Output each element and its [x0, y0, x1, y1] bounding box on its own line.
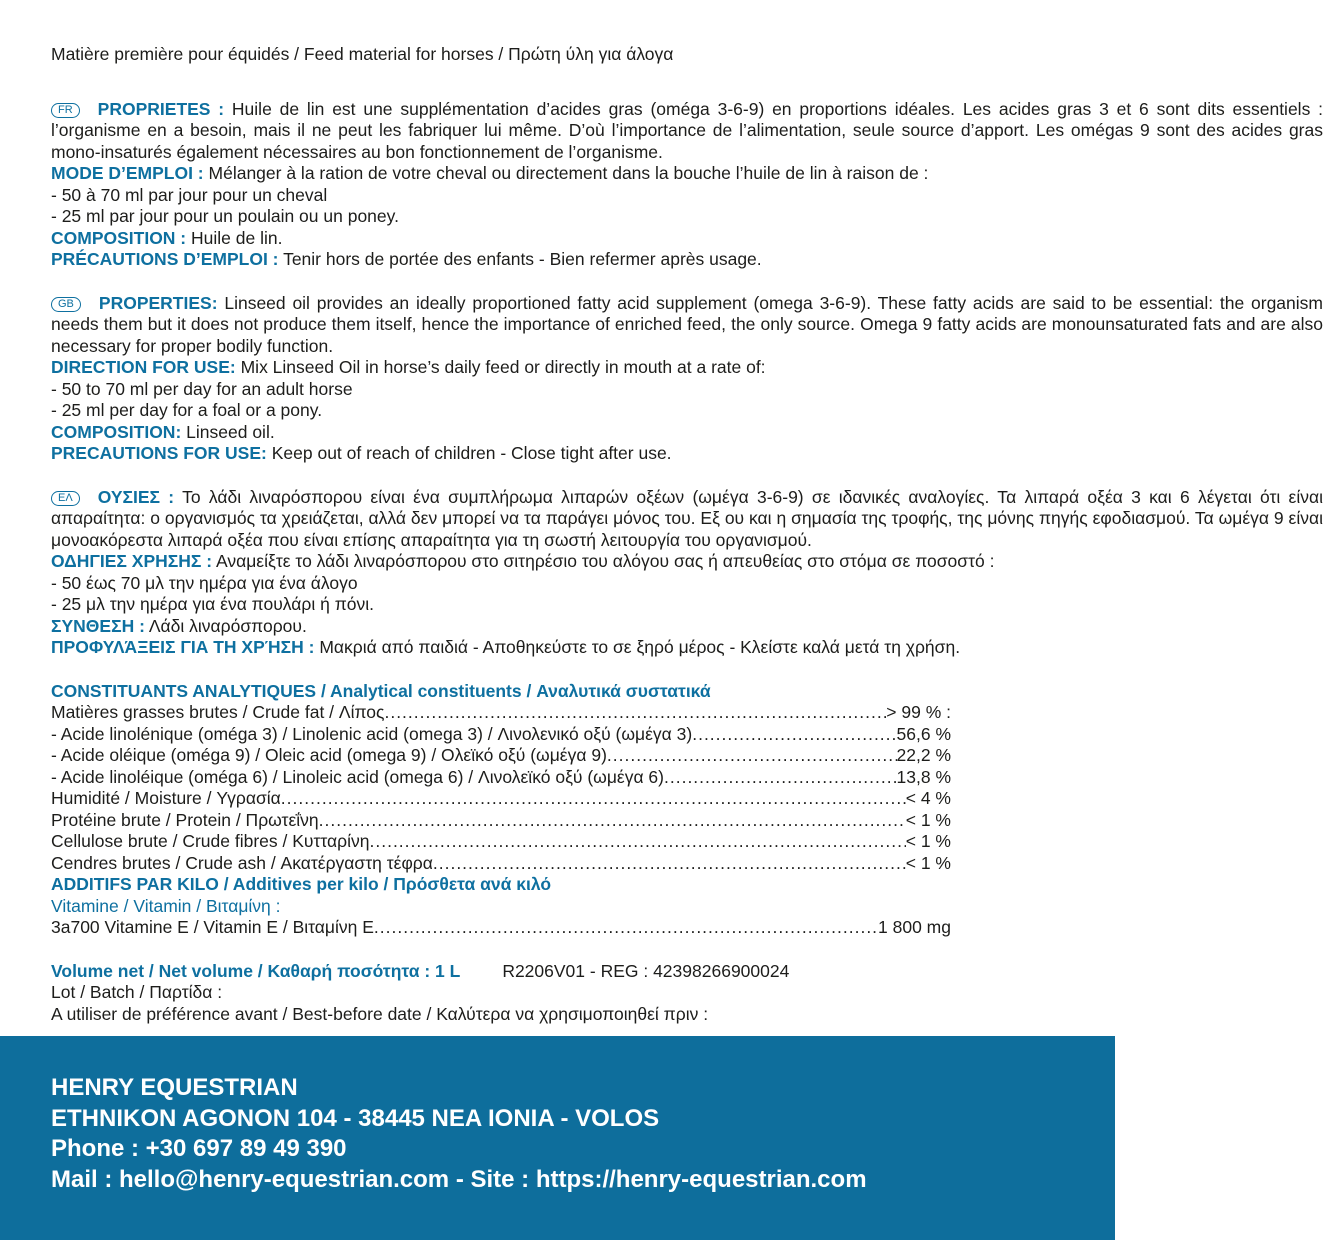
lang-badge-fr: FR [51, 103, 80, 118]
fr-precautions-label: PRÉCAUTIONS D’EMPLOI : [51, 249, 279, 269]
fr-precautions-text: Tenir hors de portée des enfants - Bien refermer après usage. [283, 249, 762, 269]
analytics-table [51, 702, 951, 874]
registration-number: R2206V01 - REG : 42398266900024 [502, 960, 790, 981]
footer-band [0, 1036, 1115, 1240]
table-row: Matières grasses brutes / Crude fat / Λίπος ..... > 99 % : [51, 702, 951, 724]
gb-properties-label: PROPERTIES: [98, 292, 218, 313]
gb-use-text: Mix Linseed Oil in horse’s daily feed or directly in mouth at a rate of: [240, 357, 766, 377]
fr-use-label: MODE D’EMPLOI : [51, 163, 204, 183]
company-contact: Mail : hello@henry-equestrian.com - Site : https://henry-equestrian.com [51, 1165, 867, 1193]
header-line: Matière première pour équidés / Feed material for horses / Πρώτη ύλη για άλογα [51, 44, 674, 64]
section-gb [51, 293, 1323, 465]
table-row: - Acide linolénique (oméga 3) / Linolenic acid (omega 3) / Λινολενικό οξύ (ωμέγα 3) ..... 56,6 % [51, 724, 951, 746]
el-precautions-text: Μακριά από παιδιά - Αποθηκεύστε το σε ξηρό μέρος - Κλείστε καλά μετά τη χρήση. [319, 637, 961, 657]
analytics-section [51, 681, 1323, 939]
additives-heading: ADDITIFS PAR KILO / Additives per kilo / Πρόσθετα ανά κιλό [51, 874, 552, 894]
el-use-text: Αναμείξτε το λάδι λιναρόσπορου στο σιτηρέσιο του αλόγου σας ή απευθείας στο στόμα σε ποσοστό : [216, 551, 995, 571]
table-row: Protéine brute / Protein / Πρωτεΐνη ..... < 1 % [51, 810, 951, 832]
gb-precautions-text: Keep out of reach of children - Close tight after use. [271, 443, 672, 463]
info-section [51, 961, 1323, 1026]
volume-label: Volume net / Net volume / Καθαρή ποσότητα : 1 L [51, 960, 461, 981]
table-row: - Acide linoléique (oméga 6) / Linoleic acid (omega 6) / Λινολεϊκό οξύ (ωμέγα 6) ..... 13,8 % [51, 767, 951, 789]
section-fr [51, 99, 1323, 271]
el-composition-label: ΣΥΝΘΕΣΗ : [51, 615, 145, 636]
el-dose-2: - 25 μλ την ημέρα για ένα πουλάρι ή πόνι. [51, 594, 375, 614]
gb-dose-2: - 25 ml per day for a foal or a pony. [51, 400, 323, 420]
fr-dose-2: - 25 ml par jour pour un poulain ou un poney. [51, 206, 399, 226]
gb-composition-text: Linseed oil. [186, 421, 275, 442]
el-composition-text: Λάδι λιναρόσπορου. [148, 615, 307, 636]
table-row: 3a700 Vitamine E / Vitamin E / Βιταμίνη Ε ..... 1 800 mg [51, 917, 951, 939]
company-address: ETHNIKON AGONON 104 - 38445 NEA IONIA - VOLOS [51, 1104, 660, 1132]
fr-properties-label: PROPRIETES : [97, 98, 225, 119]
gb-properties-text: Linseed oil provides an ideally proportioned fatty acid supplement (omega 3-6-9). These fatty acids are said to be essential: the organism needs them but it does not produce them itself, hence the importance of enriched feed, the only source. Omega 9 fatty acids are monounsaturated fats and are also necessary for proper bodily function. [51, 292, 1323, 356]
company-name: HENRY EQUESTRIAN [51, 1074, 298, 1101]
table-row: - Acide oléique (oméga 9) / Oleic acid (omega 9) / Ολεϊκό οξύ (ωμέγα 9) ..... 22,2 % [51, 745, 951, 767]
table-row: Cellulose brute / Crude fibres / Κυτταρίνη ..... < 1 % [51, 831, 951, 853]
analytics-heading: CONSTITUANTS ANALYTIQUES / Analytical constituents / Αναλυτικά συστατικά [51, 680, 711, 701]
best-before-line: A utiliser de préférence avant / Best-before date / Καλύτερα να χρησιμοποιηθεί πριν : [51, 1003, 709, 1024]
lang-badge-gb: GB [51, 297, 81, 312]
fr-properties-text: Huile de lin est une supplémentation d’acides gras (oméga 3-6-9) en proportions idéales. Les acides gras 3 et 6 sont dits essentiels : l’organisme en a besoin, mais il ne peut les fabriquer lui même. D’où l’importance de l’alimentation, seule source d’apport. Les omégas 9 sont des acides gras mono-insaturés également nécessaires au bon fonctionnement de l’organisme. [51, 98, 1323, 162]
table-row: Cendres brutes / Crude ash / Ακατέργαστη τέφρα ..... < 1 % [51, 853, 951, 875]
el-properties-label: ΟΥΣΙΕΣ : [97, 486, 175, 507]
el-use-label: ΟΔΗΓΙΕΣ ΧΡΗΣΗΣ : [51, 551, 213, 571]
fr-composition-label: COMPOSITION : [51, 227, 187, 248]
company-phone: Phone : +30 697 89 49 390 [51, 1135, 347, 1162]
gb-composition-label: COMPOSITION: [51, 421, 182, 442]
fr-dose-1: - 50 à 70 ml par jour pour un cheval [51, 184, 328, 205]
table-row: Humidité / Moisture / Υγρασία ..... < 4 % [51, 788, 951, 810]
el-precautions-label: ΠΡΟΦΥΛΆΞΕΙΣ ΓΙΑ ΤΗ ΧΡΉΣΗ : [51, 637, 315, 657]
gb-dose-1: - 50 to 70 ml per day for an adult horse [51, 378, 353, 399]
vitamin-heading: Vitamine / Vitamin / Βιταμίνη : [51, 895, 281, 916]
fr-use-text: Mélanger à la ration de votre cheval ou directement dans la bouche l’huile de lin à raison de : [208, 163, 929, 183]
label-document [51, 44, 1323, 1025]
lang-badge-el: ΕΛ [51, 491, 80, 506]
el-properties-text: Το λάδι λιναρόσπορου είναι ένα συμπλήρωμα λιπαρών οξέων (ωμέγα 3-6-9) σε ιδανικές αναλογίες. Τα λιπαρά οξέα 3 και 6 λέγεται ότι είναι απαραίτητα: ο οργανισμός τα χρειάζεται, αλλά δεν μπορεί να τα παράγει μόνος του. Εξ ου και η σημασία της τροφής, της μόνης πηγής εφοδιασμού. Τα ωμέγα 9 είναι μονοακόρεστα λιπαρά οξέα που είναι επίσης απαραίτητα για τη σωστή λειτουργία του οργανισμού. [51, 486, 1323, 550]
lot-line: Lot / Batch / Παρτίδα : [51, 982, 223, 1002]
fr-composition-text: Huile de lin. [191, 227, 283, 248]
el-dose-1: - 50 έως 70 μλ την ημέρα για ένα άλογο [51, 572, 358, 593]
section-el [51, 487, 1323, 659]
gb-use-label: DIRECTION FOR USE: [51, 357, 236, 377]
gb-precautions-label: PRECAUTIONS FOR USE: [51, 443, 267, 463]
